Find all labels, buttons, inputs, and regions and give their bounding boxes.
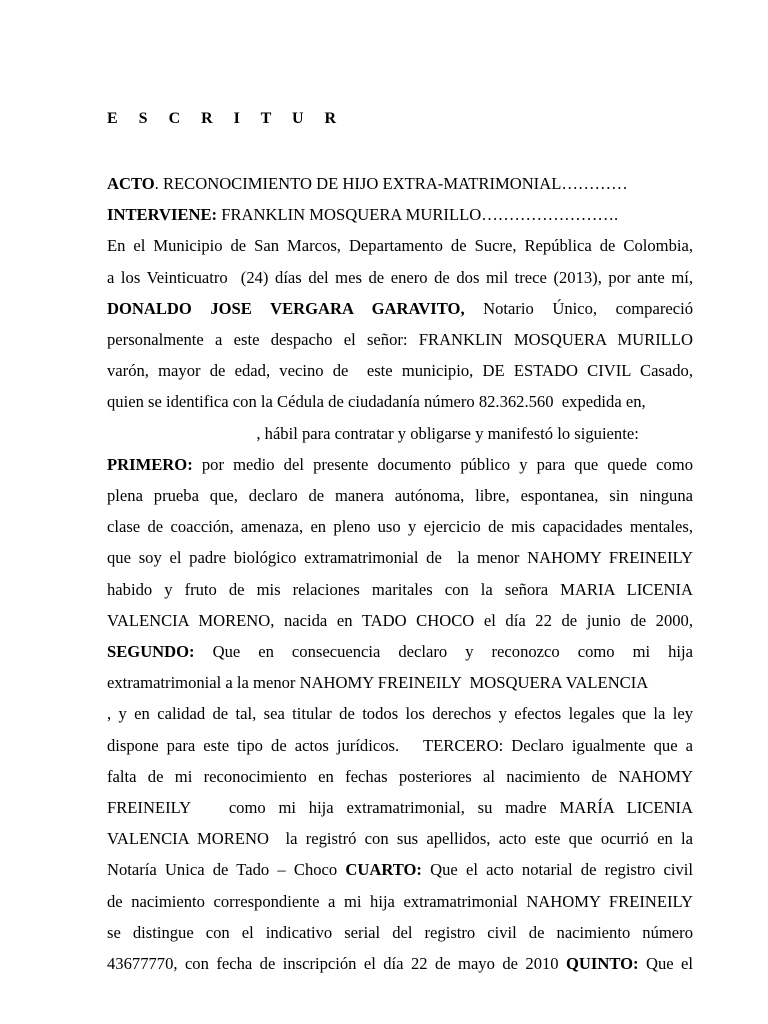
document-line — [107, 392, 693, 412]
document-line — [107, 892, 693, 912]
line-text: 43677770, con fecha de inscripción el día 22 de mayo de 2010 — [107, 954, 566, 973]
document-line — [107, 798, 693, 818]
line-text: . RECONOCIMIENTO DE HIJO EXTRA-MATRIMONIAL………… — [154, 174, 628, 193]
line-text: Notario Único, compareció — [464, 298, 693, 318]
document-line — [107, 486, 693, 506]
document-line — [107, 860, 693, 880]
line-text: Notaría Unica de Tado – Choco — [107, 860, 346, 880]
document-line — [107, 268, 693, 288]
bold-label: INTERVIENE: — [107, 205, 218, 225]
line-text: , y en calidad de tal, sea titular de todos los derechos y efectos legales que la ley — [107, 704, 693, 724]
line-text: que soy el padre biológico extramatrimonial de la menor NAHOMY FREINEILY — [107, 548, 693, 568]
document-line — [107, 736, 693, 756]
document-line — [107, 424, 693, 444]
document-line — [107, 455, 693, 475]
line-text: FRANKLIN MOSQUERA MURILLO……………………. — [217, 205, 619, 225]
document-line — [107, 923, 693, 943]
bold-label: ACTO — [107, 174, 155, 193]
document-line — [107, 767, 693, 787]
line-text: En el Municipio de San Marcos, Departamento de Sucre, República de Colombia, — [107, 236, 693, 256]
document-line — [107, 954, 693, 974]
document-line — [107, 361, 693, 381]
document-line — [107, 205, 693, 225]
line-text: Que el — [638, 954, 693, 973]
line-text: Que en consecuencia declaro y reconozco como mi hija — [194, 642, 693, 661]
line-text: , hábil para contratar y obligarse y manifestó lo siguiente: — [107, 423, 639, 443]
document-line — [107, 704, 693, 724]
bold-label: SEGUNDO: — [107, 642, 195, 661]
document-line — [107, 548, 693, 568]
line-text: personalmente a este despacho el señor: FRANKLIN MOSQUERA MURILLO — [107, 330, 693, 349]
line-text: varón, mayor de edad, vecino de este municipio, DE ESTADO CIVIL Casado, — [107, 361, 693, 381]
line-text: VALENCIA MORENO, nacida en TADO CHOCO el día 22 de junio de 2000, — [107, 610, 693, 630]
document-heading: E S C R I T U R — [107, 110, 345, 127]
line-text: VALENCIA MORENO la registró con sus apellidos, acto este que ocurrió en la — [107, 829, 693, 849]
document-line — [107, 299, 693, 319]
line-text: dispone para este tipo de actos jurídicos. TERCERO: Declaro igualmente que a — [107, 735, 693, 755]
bold-label: CUARTO: — [345, 860, 422, 880]
bold-label: QUINTO: — [566, 954, 639, 973]
bold-label: DONALDO JOSE VERGARA GARAVITO, — [107, 298, 465, 318]
bold-label: PRIMERO: — [107, 454, 193, 474]
line-text: falta de mi reconocimiento en fechas posteriores al nacimiento de NAHOMY — [107, 766, 693, 786]
document-line — [107, 673, 693, 693]
line-text: Que el acto notarial de registro civil — [421, 860, 694, 880]
document-line — [107, 642, 693, 662]
line-text: clase de coacción, amenaza, en pleno uso y ejercicio de mis capacidades mentales, — [107, 517, 693, 537]
document-line — [107, 174, 693, 194]
line-text: plena prueba que, declaro de manera autónoma, libre, espontanea, sin ninguna — [107, 486, 693, 505]
line-text: se distingue con el indicativo serial del registro civil de nacimiento número — [107, 922, 693, 942]
line-text: FREINEILY como mi hija extramatrimonial, su madre MARÍA LICENIA — [107, 798, 693, 817]
line-text: por medio del presente documento público y para que quede como — [192, 454, 693, 474]
document-line — [107, 580, 693, 600]
line-text: extramatrimonial a la menor NAHOMY FREINEILY MOSQUERA VALENCIA — [107, 673, 649, 693]
document-line — [107, 829, 693, 849]
document-line — [107, 236, 693, 256]
line-text: a los Veinticuatro (24) días del mes de enero de dos mil trece (2013), por ante mí, — [107, 267, 693, 287]
document-line — [107, 517, 693, 537]
line-text: habido y fruto de mis relaciones maritales con la señora MARIA LICENIA — [107, 579, 693, 599]
line-text: quien se identifica con la Cédula de ciudadanía número 82.362.560 expedida en, — [107, 392, 646, 412]
document-line — [107, 611, 693, 631]
line-text: de nacimiento correspondiente a mi hija extramatrimonial NAHOMY FREINEILY — [107, 891, 693, 911]
document-line — [107, 330, 693, 350]
